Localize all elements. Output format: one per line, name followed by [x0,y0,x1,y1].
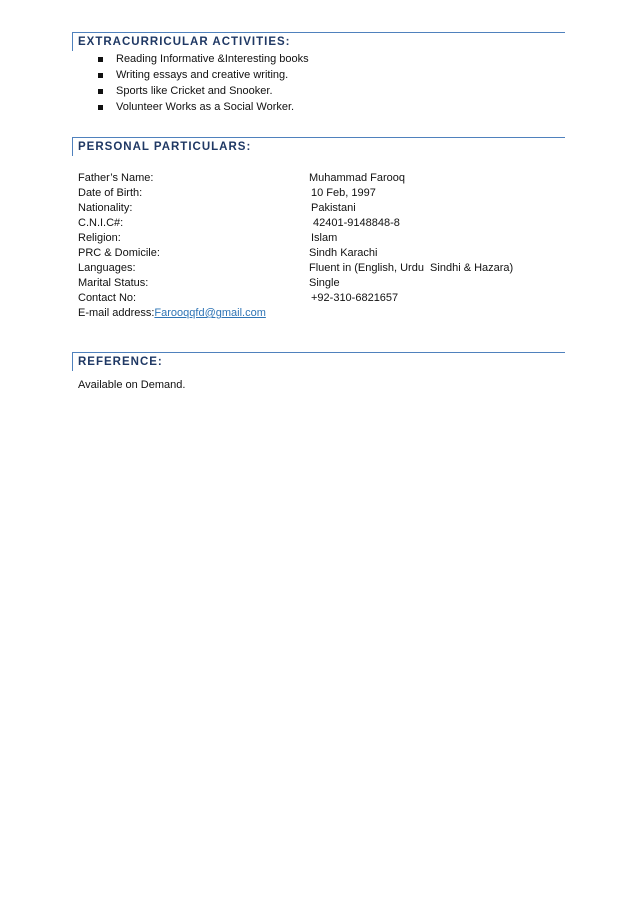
reference-text: Available on Demand. [78,379,186,391]
detail-row-email [78,305,558,321]
detail-value: Muhammad Farooq [309,172,405,184]
detail-label: C.N.I.C#: [78,217,124,229]
bullet-square-icon [98,57,103,62]
list-item [97,51,309,67]
extracurricular-heading: EXTRACURRICULAR ACTIVITIES: [78,36,291,48]
detail-value: +92-310-6821657 [311,292,399,304]
bullet-square-icon [98,89,103,94]
bullet-square-icon [98,105,103,110]
detail-label: Marital Status: [78,277,149,289]
personal-section-header [72,137,565,156]
detail-label [78,305,266,321]
detail-value: Fluent in (English, Urdu Sindhi & Hazara) [309,262,514,274]
reference-section-header [72,352,565,371]
detail-label: PRC & Domicile: [78,247,160,259]
list-item-text: Reading Informative &Interesting books [116,53,309,65]
detail-value: 42401-9148848-8 [313,217,400,229]
detail-label: Date of Birth: [78,187,143,199]
detail-row-marital-status [78,275,558,291]
detail-row-date-of-birth [78,185,558,201]
extracurricular-section-header [72,32,565,51]
detail-value: Islam [311,232,338,244]
email-link[interactable]: Farooqqfd@gmail.com [154,307,266,319]
detail-label: Father’s Name: [78,172,154,184]
detail-row-languages [78,260,558,276]
detail-row-prc-domicile [78,245,558,261]
list-item-text: Volunteer Works as a Social Worker. [116,101,295,113]
detail-row-nationality [78,200,558,216]
detail-label: Contact No: [78,292,137,304]
email-label: E-mail address: [78,307,155,319]
extracurricular-list [97,51,309,115]
list-item [97,99,309,115]
detail-row-contact-no [78,290,558,306]
list-item-text: Sports like Cricket and Snooker. [116,85,273,97]
detail-value: 10 Feb, 1997 [311,187,376,199]
detail-value: Sindh Karachi [309,247,378,259]
list-item-text: Writing essays and creative writing. [116,69,289,81]
detail-label: Nationality: [78,202,133,214]
detail-label: Religion: [78,232,121,244]
detail-value: Single [309,277,340,289]
detail-row-cnic [78,215,558,231]
reference-heading: REFERENCE: [78,356,163,368]
bullet-square-icon [98,73,103,78]
list-item [97,67,309,83]
detail-row-father-name [78,170,558,186]
detail-value: Pakistani [311,202,356,214]
personal-heading: PERSONAL PARTICULARS: [78,141,252,153]
detail-row-religion [78,230,558,246]
detail-label: Languages: [78,262,136,274]
list-item [97,83,309,99]
